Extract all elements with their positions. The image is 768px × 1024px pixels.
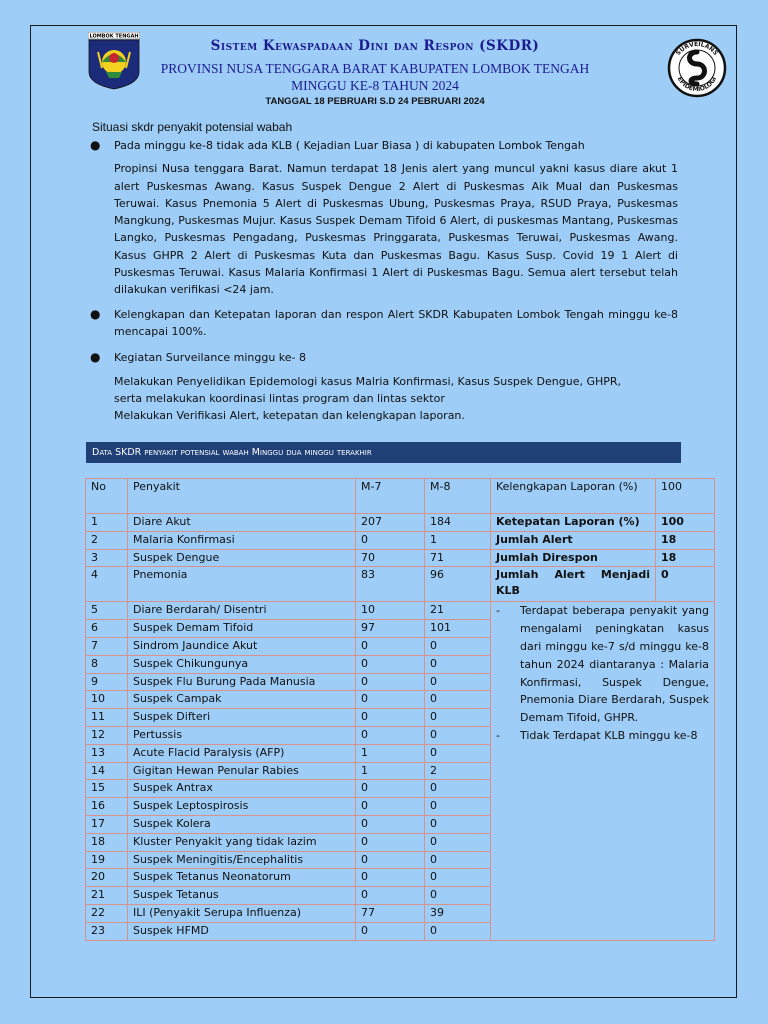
row-m7: 0 xyxy=(356,869,425,887)
row-m7: 1 xyxy=(356,744,425,762)
row-no: 10 xyxy=(86,691,128,709)
row-m7: 0 xyxy=(356,833,425,851)
summary-notes xyxy=(491,602,715,940)
summary-jumlah-alert-value: 18 xyxy=(656,531,715,549)
row-no: 16 xyxy=(86,798,128,816)
row-penyakit: Sindrom Jaundice Akut xyxy=(128,637,356,655)
row-no: 21 xyxy=(86,887,128,905)
row-no: 12 xyxy=(86,726,128,744)
row-penyakit: Diare Berdarah/ Disentri xyxy=(128,602,356,620)
row-penyakit: ILI (Penyakit Serupa Influenza) xyxy=(128,904,356,922)
section-heading-situasi: Situasi skdr penyakit potensial wabah xyxy=(92,120,293,134)
row-penyakit: Suspek Difteri xyxy=(128,709,356,727)
row-m7: 70 xyxy=(356,549,425,567)
row-m7: 0 xyxy=(356,691,425,709)
row-m8: 0 xyxy=(425,691,491,709)
row-penyakit: Suspek Kolera xyxy=(128,815,356,833)
summary-kelengkapan-value: 100 xyxy=(656,479,715,514)
disease-data-table xyxy=(85,478,715,941)
row-m8: 0 xyxy=(425,833,491,851)
row-no: 6 xyxy=(86,620,128,638)
row-m8: 0 xyxy=(425,673,491,691)
row-penyakit: Gigitan Hewan Penular Rabies xyxy=(128,762,356,780)
row-penyakit: Suspek Meningitis/Encephalitis xyxy=(128,851,356,869)
row-penyakit: Suspek Tetanus xyxy=(128,887,356,905)
row-no: 14 xyxy=(86,762,128,780)
header-m7: M-7 xyxy=(356,479,425,514)
row-m7: 0 xyxy=(356,709,425,727)
row-m7: 0 xyxy=(356,531,425,549)
row-penyakit: Suspek Flu Burung Pada Manusia xyxy=(128,673,356,691)
row-m8: 0 xyxy=(425,726,491,744)
row-no: 19 xyxy=(86,851,128,869)
logo-text-top: SURVEILANS xyxy=(674,40,720,57)
row-penyakit: Acute Flacid Paralysis (AFP) xyxy=(128,744,356,762)
row-no: 7 xyxy=(86,637,128,655)
bullet-dot-icon: ● xyxy=(90,350,101,365)
row-m8: 0 xyxy=(425,922,491,940)
summary-kelengkapan-label: Kelengkapan Laporan (%) xyxy=(491,479,656,514)
row-m7: 0 xyxy=(356,922,425,940)
row-penyakit: Suspek HFMD xyxy=(128,922,356,940)
row-m8: 0 xyxy=(425,851,491,869)
row-m7: 0 xyxy=(356,851,425,869)
bullet-3-line1: Melakukan Penyelidikan Epidemologi kasus Malria Konfirmasi, Kasus Suspek Dengue, GHPR, xyxy=(114,374,622,388)
note-text: Tidak Terdapat KLB minggu ke-8 xyxy=(520,728,698,742)
table-row xyxy=(86,531,715,549)
row-m8: 71 xyxy=(425,549,491,567)
bullet-klb-status xyxy=(88,137,678,299)
summary-klb-value: 0 xyxy=(656,567,715,602)
bullet-1-line1: Pada minggu ke-8 tidak ada KLB ( Kejadian Luar Biasa ) di kabupaten Lombok Tengah xyxy=(114,139,585,152)
row-no: 18 xyxy=(86,833,128,851)
row-m7: 0 xyxy=(356,637,425,655)
table-row xyxy=(86,602,715,620)
summary-note xyxy=(496,727,709,745)
note-dash: - xyxy=(496,728,500,742)
data-section-title-bar: Data SKDR penyakit potensial wabah Minggu dua minggu terakhir xyxy=(86,442,681,463)
bullet-2-text: Kelengkapan dan Ketepatan laporan dan respon Alert SKDR Kabupaten Lombok Tengah minggu ke-8 mencapai 100%. xyxy=(114,307,678,338)
row-no: 20 xyxy=(86,869,128,887)
row-m7: 0 xyxy=(356,726,425,744)
bullet-3-title: Kegiatan Surveilance minggu ke- 8 xyxy=(114,351,307,365)
bullet-3-line3: Melakukan Verifikasi Alert, ketepatan dan kelengkapan laporan. xyxy=(114,409,465,423)
row-no: 11 xyxy=(86,709,128,727)
row-penyakit: Suspek Leptospirosis xyxy=(128,798,356,816)
row-penyakit: Suspek Antrax xyxy=(128,780,356,798)
row-m7: 1 xyxy=(356,762,425,780)
table-row xyxy=(86,549,715,567)
row-penyakit: Malaria Konfirmasi xyxy=(128,531,356,549)
row-m8: 96 xyxy=(425,567,491,602)
crest-label: LOMBOK TENGAH xyxy=(89,33,139,40)
row-m7: 0 xyxy=(356,798,425,816)
row-no: 1 xyxy=(86,514,128,532)
row-no: 5 xyxy=(86,602,128,620)
row-m7: 0 xyxy=(356,815,425,833)
logo-text-bottom: EPIDEMIOLOGI xyxy=(675,75,719,94)
row-penyakit: Diare Akut xyxy=(128,514,356,532)
table-row xyxy=(86,514,715,532)
header-penyakit: Penyakit xyxy=(128,479,356,514)
row-m8: 0 xyxy=(425,655,491,673)
row-penyakit: Suspek Demam Tifoid xyxy=(128,620,356,638)
bullet-dot-icon: ● xyxy=(90,138,101,152)
header-no: No xyxy=(86,479,128,514)
situation-bullets xyxy=(88,137,678,424)
summary-ketepatan-label: Ketepatan Laporan (%) xyxy=(491,514,656,532)
row-m8: 0 xyxy=(425,780,491,798)
summary-direspon-value: 18 xyxy=(656,549,715,567)
row-m7: 0 xyxy=(356,887,425,905)
note-text: Terdapat beberapa penyakit yang mengalami peningkatan kasus dari minggu ke-7 s/d minggu ke-8 tahun 2024 diantaranya : Malaria Konfirmasi, Suspek Dengue, Pnemonia Diare Berdarah, Suspek Demam Tifoid, GHPR. xyxy=(520,604,709,725)
row-no: 9 xyxy=(86,673,128,691)
table-row xyxy=(86,567,715,602)
row-no: 8 xyxy=(86,655,128,673)
row-m8: 0 xyxy=(425,637,491,655)
row-m8: 21 xyxy=(425,602,491,620)
row-m8: 0 xyxy=(425,709,491,727)
row-penyakit: Suspek Campak xyxy=(128,691,356,709)
report-subtitle-region: PROVINSI NUSA TENGGARA BARAT KABUPATEN LOMBOK TENGAH xyxy=(160,61,590,76)
summary-direspon-label: Jumlah Direspon xyxy=(491,549,656,567)
header-m8: M-8 xyxy=(425,479,491,514)
row-no: 13 xyxy=(86,744,128,762)
row-m7: 97 xyxy=(356,620,425,638)
row-m8: 0 xyxy=(425,887,491,905)
row-m8: 0 xyxy=(425,744,491,762)
bullet-kegiatan xyxy=(88,349,678,424)
row-m8: 0 xyxy=(425,815,491,833)
row-penyakit: Suspek Tetanus Neonatorum xyxy=(128,869,356,887)
row-no: 2 xyxy=(86,531,128,549)
summary-note xyxy=(496,602,709,727)
lombok-tengah-crest-icon xyxy=(88,32,140,90)
row-m8: 0 xyxy=(425,798,491,816)
bullet-1-body: Propinsi Nusa tenggara Barat. Namun terdapat 18 Jenis alert yang muncul yakni kasus diare akut 1 alert Puskesmas Awang. Kasus Suspek Dengue 2 Alert di Puskesmas Aik Mual dan Puskesmas Teruwai. Kasus Pnemonia 5 Alert di Puskesmas Ubung, Puskesmas Praya, RSUD Praya, Puskesmas Mangkung, Puskesmas Mujur. Kasus Suspek Demam Tifoid 6 Alert, di puskesmas Mantang, Puskesmas Langko, Puskesmas Pengadang, Puskesmas Pringgarata, Puskesmas Teruwai, Puskesmas Awang. Kasus GHPR 2 Alert di Puskesmas Kuta dan Puskesmas Bagu. Kasus Susp. Covid 19 1 Alert di Puskesmas Teruwai. Kasus Malaria Konfirmasi 1 Alert di Puskesmas Bagu. Semua alert tersebut telah dilakukan verifikasi <24 jam. xyxy=(114,162,678,297)
row-m8: 184 xyxy=(425,514,491,532)
row-m8: 2 xyxy=(425,762,491,780)
report-subtitle-week: MINGGU KE-8 TAHUN 2024 xyxy=(291,78,459,93)
note-dash: - xyxy=(496,604,500,618)
bullet-3-line2: serta melakukan koordinasi lintas program dan lintas sektor xyxy=(114,391,445,405)
row-penyakit: Kluster Penyakit yang tidak lazim xyxy=(128,833,356,851)
row-m7: 77 xyxy=(356,904,425,922)
row-no: 15 xyxy=(86,780,128,798)
row-m8: 1 xyxy=(425,531,491,549)
row-m8: 0 xyxy=(425,869,491,887)
bullet-dot-icon: ● xyxy=(90,306,101,321)
report-date-range: TANGGAL 18 PEBRUARI S.D 24 PEBRUARI 2024 xyxy=(265,96,485,107)
summary-jumlah-alert-label: Jumlah Alert xyxy=(491,531,656,549)
row-m8: 39 xyxy=(425,904,491,922)
summary-klb-label: Jumlah Alert Menjadi KLB xyxy=(491,567,656,602)
bullet-kelengkapan xyxy=(88,306,678,341)
summary-ketepatan-value: 100 xyxy=(656,514,715,532)
row-m7: 207 xyxy=(356,514,425,532)
row-penyakit: Suspek Dengue xyxy=(128,549,356,567)
report-title: Sistem Kewaspadaan Dini dan Respon (SKDR) xyxy=(210,38,540,54)
row-m7: 83 xyxy=(356,567,425,602)
row-m7: 0 xyxy=(356,655,425,673)
row-m7: 0 xyxy=(356,673,425,691)
row-penyakit: Pertussis xyxy=(128,726,356,744)
surveilans-epidemiologi-logo-icon xyxy=(667,38,727,98)
row-no: 23 xyxy=(86,922,128,940)
row-no: 17 xyxy=(86,815,128,833)
row-penyakit: Pnemonia xyxy=(128,567,356,602)
table-header-row xyxy=(86,479,715,514)
row-no: 22 xyxy=(86,904,128,922)
row-no: 4 xyxy=(86,567,128,602)
row-penyakit: Suspek Chikungunya xyxy=(128,655,356,673)
row-no: 3 xyxy=(86,549,128,567)
row-m7: 0 xyxy=(356,780,425,798)
row-m8: 101 xyxy=(425,620,491,638)
row-m7: 10 xyxy=(356,602,425,620)
